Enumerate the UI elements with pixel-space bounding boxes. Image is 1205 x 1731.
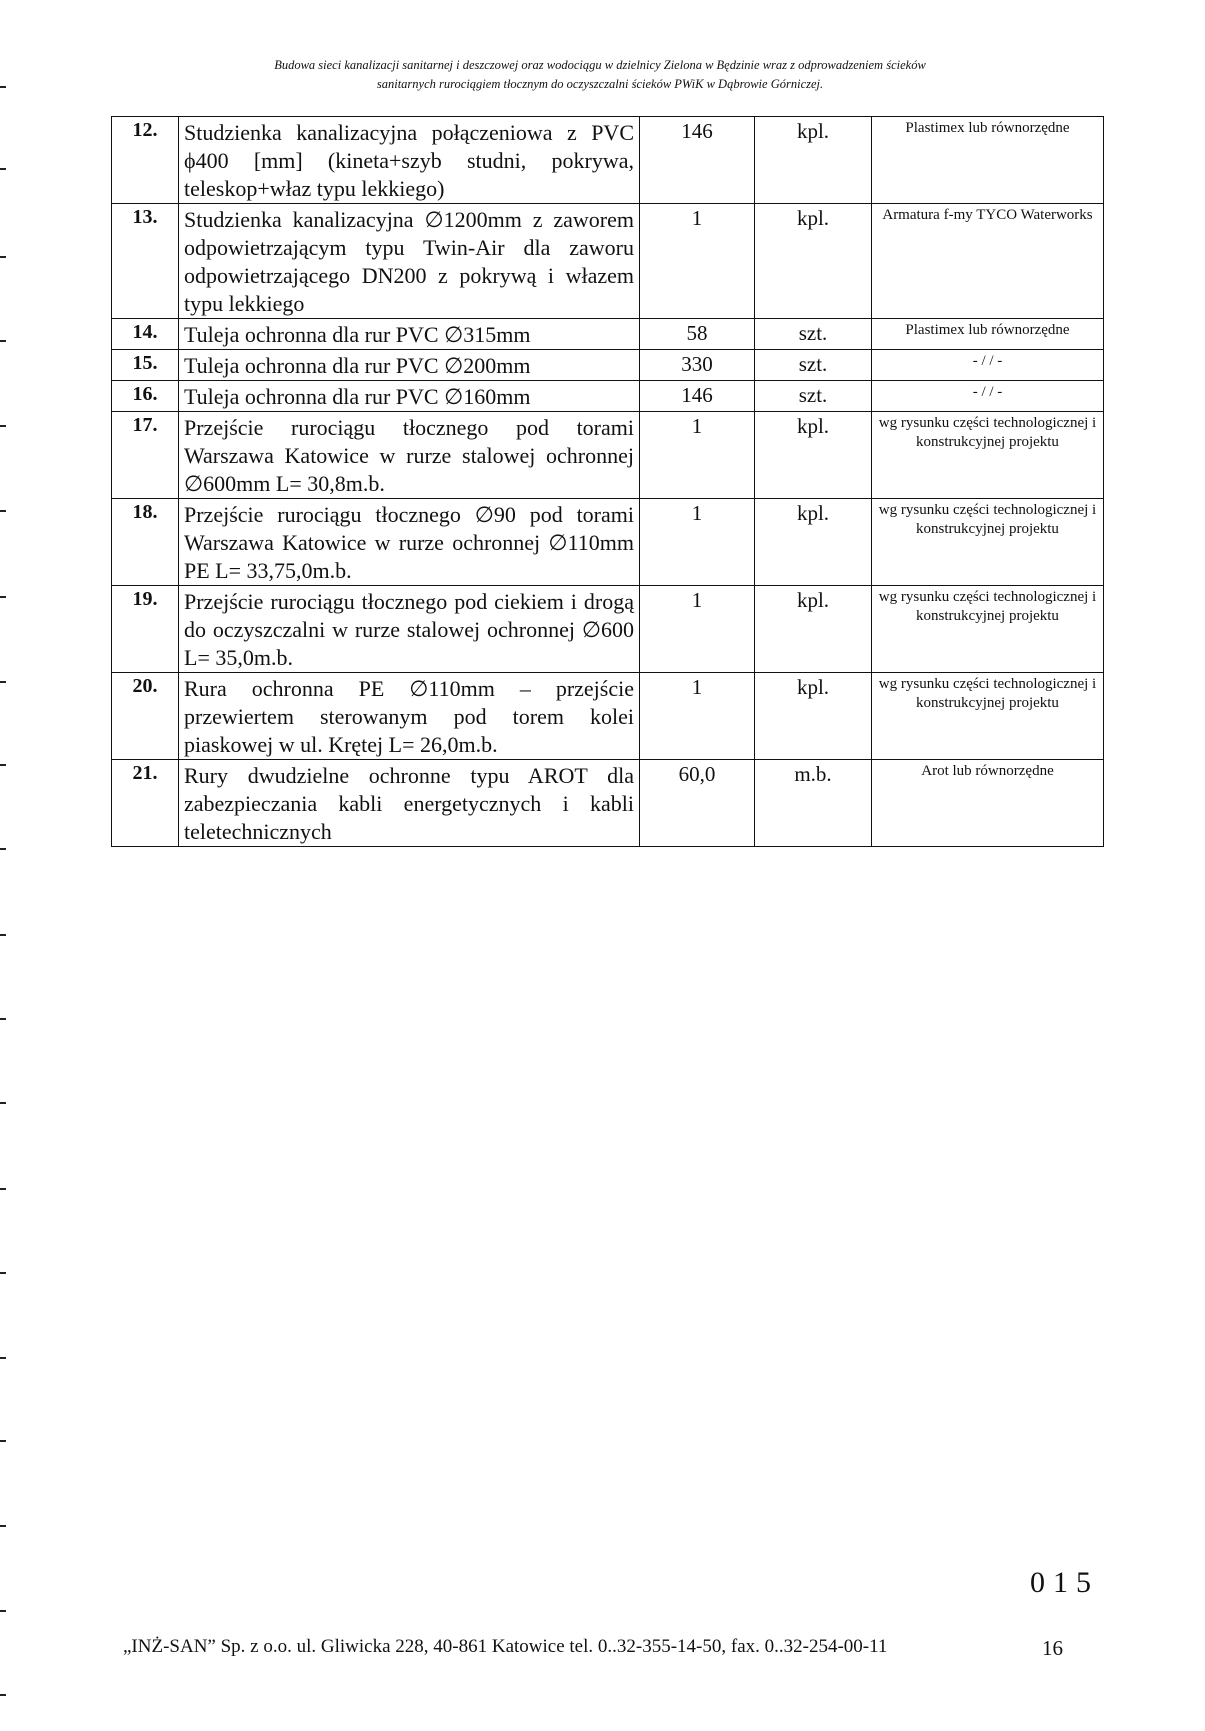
item-number: 15. xyxy=(112,350,179,381)
company-footer: „INŻ-SAN” Sp. z o.o. ul. Gliwicka 228, 40-861 Katowice tel. 0..32-355-14-50, fax. 0..32-254-00-11 xyxy=(123,1636,888,1657)
item-description: Przejście rurociągu tłocznego pod ciekiem i drogą do oczyszczalni w rurze stalowej ochronnej ∅600 L= 35,0m.b. xyxy=(179,586,640,673)
item-number: 18. xyxy=(112,499,179,586)
item-remarks: Armatura f-my TYCO Waterworks xyxy=(872,204,1104,319)
item-unit: szt. xyxy=(755,319,872,350)
binding-margin-marks xyxy=(0,0,8,1731)
item-unit: m.b. xyxy=(755,760,872,847)
item-unit: kpl. xyxy=(755,499,872,586)
item-description: Przejście rurociągu tłocznego pod torami Warszawa Katowice w rurze stalowej ochronnej ∅600mm L= 30,8m.b. xyxy=(179,412,640,499)
table-row xyxy=(112,673,1104,760)
table-row xyxy=(112,760,1104,847)
item-remarks: - / / - xyxy=(872,350,1104,381)
item-unit: kpl. xyxy=(755,117,872,204)
item-description: Studzienka kanalizacyjna ∅1200mm z zaworem odpowietrzającym typu Twin-Air dla zaworu odpowietrzającego DN200 z pokrywą i włazem typu lekkiego xyxy=(179,204,640,319)
table-row xyxy=(112,319,1104,350)
item-quantity: 1 xyxy=(640,412,755,499)
item-quantity: 1 xyxy=(640,673,755,760)
item-number: 20. xyxy=(112,673,179,760)
item-unit: szt. xyxy=(755,350,872,381)
table-row xyxy=(112,499,1104,586)
item-remarks: Plastimex lub równorzędne xyxy=(872,117,1104,204)
header-line-1: Budowa sieci kanalizacji sanitarnej i deszczowej oraz wodociągu w dzielnicy Zielona w Będzinie wraz z odprowadzeniem ścieków xyxy=(274,58,926,72)
item-remarks: wg rysunku części technologicznej i konstrukcyjnej projektu xyxy=(872,673,1104,760)
item-remarks: Arot lub równorzędne xyxy=(872,760,1104,847)
item-remarks: wg rysunku części technologicznej i konstrukcyjnej projektu xyxy=(872,499,1104,586)
item-remarks: wg rysunku części technologicznej i konstrukcyjnej projektu xyxy=(872,586,1104,673)
item-description: Tuleja ochronna dla rur PVC ∅160mm xyxy=(179,381,640,412)
item-quantity: 1 xyxy=(640,204,755,319)
table-row xyxy=(112,350,1104,381)
sheet-stamp: 015 xyxy=(1030,1566,1099,1599)
page-number: 16 xyxy=(1042,1636,1063,1660)
item-quantity: 60,0 xyxy=(640,760,755,847)
item-description: Przejście rurociągu tłocznego ∅90 pod torami Warszawa Katowice w rurze ochronnej ∅110mm PE L= 33,75,0m.b. xyxy=(179,499,640,586)
item-quantity: 1 xyxy=(640,586,755,673)
item-remarks: wg rysunku części technologicznej i konstrukcyjnej projektu xyxy=(872,412,1104,499)
item-description: Tuleja ochronna dla rur PVC ∅200mm xyxy=(179,350,640,381)
item-number: 14. xyxy=(112,319,179,350)
item-quantity: 1 xyxy=(640,499,755,586)
item-number: 19. xyxy=(112,586,179,673)
materials-table xyxy=(111,116,1104,847)
table-row xyxy=(112,586,1104,673)
item-description: Tuleja ochronna dla rur PVC ∅315mm xyxy=(179,319,640,350)
item-number: 13. xyxy=(112,204,179,319)
header-line-2: sanitarnych rurociągiem tłocznym do oczyszczalni ścieków PWiK w Dąbrowie Górniczej. xyxy=(376,77,824,91)
item-quantity: 58 xyxy=(640,319,755,350)
item-unit: kpl. xyxy=(755,412,872,499)
item-quantity: 330 xyxy=(640,350,755,381)
item-description: Rury dwudzielne ochronne typu AROT dla zabezpieczania kabli energetycznych i kabli teletechnicznych xyxy=(179,760,640,847)
item-number: 12. xyxy=(112,117,179,204)
item-unit: kpl. xyxy=(755,673,872,760)
table-row xyxy=(112,204,1104,319)
item-description: Studzienka kanalizacyjna połączeniowa z PVC ϕ400 [mm] (kineta+szyb studni, pokrywa, teleskop+właz typu lekkiego) xyxy=(179,117,640,204)
item-unit: szt. xyxy=(755,381,872,412)
table-row xyxy=(112,381,1104,412)
item-remarks: Plastimex lub równorzędne xyxy=(872,319,1104,350)
item-number: 21. xyxy=(112,760,179,847)
table-row xyxy=(112,117,1104,204)
item-quantity: 146 xyxy=(640,381,755,412)
table-row xyxy=(112,412,1104,499)
item-number: 16. xyxy=(112,381,179,412)
item-unit: kpl. xyxy=(755,586,872,673)
item-description: Rura ochronna PE ∅110mm – przejście przewiertem sterowanym pod torem kolei piaskowej w ul. Krętej L= 26,0m.b. xyxy=(179,673,640,760)
document-header xyxy=(120,56,1080,94)
item-remarks: - / / - xyxy=(872,381,1104,412)
item-number: 17. xyxy=(112,412,179,499)
item-quantity: 146 xyxy=(640,117,755,204)
item-unit: kpl. xyxy=(755,204,872,319)
